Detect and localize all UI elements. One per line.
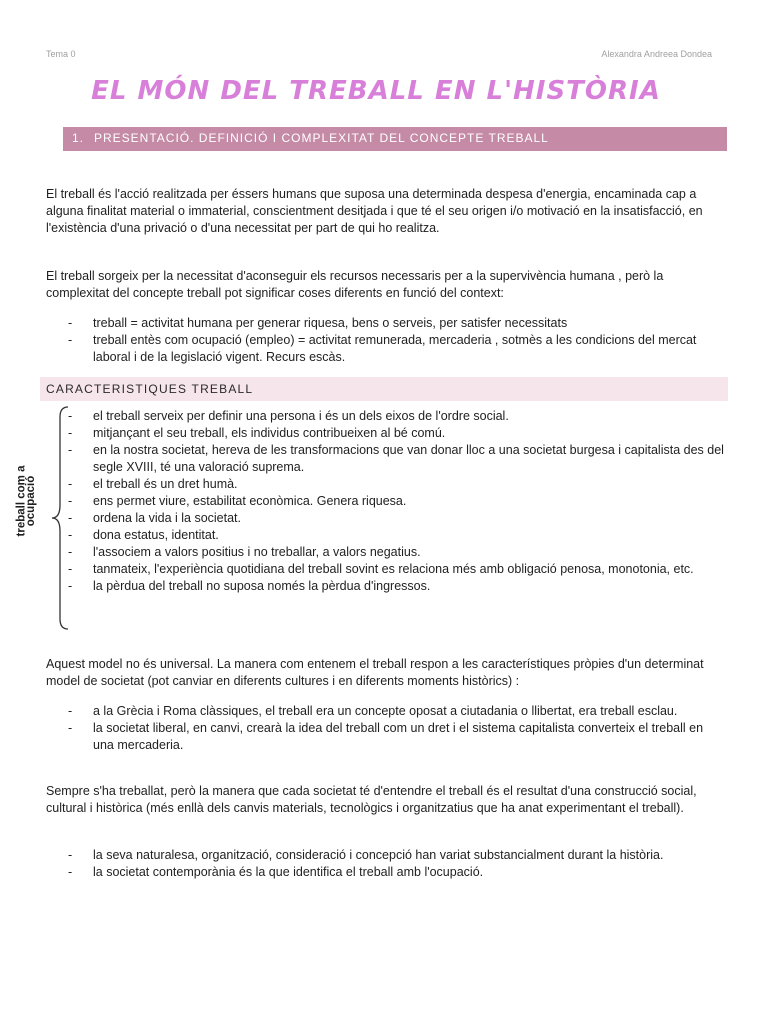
page-title: EL MÓN DEL TREBALL EN L'HISTÒRIA xyxy=(91,76,661,106)
subsection-heading: CARACTERISTIQUES TREBALL xyxy=(40,377,728,401)
side-label-line1: treball com a xyxy=(15,465,28,537)
paragraph-complexity: El treball sorgeix per la necessitat d'aconseguir els recursos necessaris per a la supervivència humana , però la complexitat del concepte treball pot significar coses diferents en funció del context: xyxy=(46,269,664,300)
list-item: - la societat contemporània és la que identifica el treball amb l'ocupació. xyxy=(64,864,724,881)
list-meanings xyxy=(64,315,724,366)
list-item: - el treball és un dret humà. xyxy=(64,476,724,493)
list-item: - la pèrdua del treball no suposa només la pèrdua d'ingressos. xyxy=(64,578,724,595)
list-item: - mitjançant el seu treball, els individus contribueixen al bé comú. xyxy=(64,425,724,442)
side-label-line2: ocupació xyxy=(25,475,38,527)
list-item: - ens permet viure, estabilitat econòmica. Genera riquesa. xyxy=(64,493,724,510)
list-item: - dona estatus, identitat. xyxy=(64,527,724,544)
paragraph-model: Aquest model no és universal. La manera com entenem el treball respon a les característiques pròpies d'un determinat model de societat (pot canviar en diferents cultures i en diferents moments històrics) : xyxy=(46,657,704,688)
list-history xyxy=(64,703,724,754)
list-item: - ordena la vida i la societat. xyxy=(64,510,724,527)
list-item: - treball entès com ocupació (empleo) = activitat remunerada, mercaderia , sotmès a les condicions del mercat laboral i de la legislació vigent. Recurs escàs. xyxy=(64,332,724,366)
list-item: - a la Grècia i Roma clàssiques, el treball era un concepte oposat a ciutadania o llibertat, era treball esclau. xyxy=(64,703,724,720)
section-number: 1. xyxy=(72,131,85,145)
list-item: - la societat liberal, en canvi, crearà la idea del treball com un dret i el sistema capitalista converteix el treball en una mercaderia. xyxy=(64,720,724,754)
list-characteristics xyxy=(64,408,724,595)
list-item: - l'associem a valors positius i no treballar, a valors negatius. xyxy=(64,544,724,561)
list-item: - treball = activitat humana per generar riquesa, bens o serveis, per satisfer necessitats xyxy=(64,315,724,332)
section-heading xyxy=(63,127,727,151)
list-item: - el treball serveix per definir una persona i és un dels eixos de l'ordre social. xyxy=(64,408,724,425)
paragraph-construction: Sempre s'ha treballat, però la manera que cada societat té d'entendre el treball és el resultat d'una construcció social, cultural i històrica (més enllà dels canvis materials, tecnològics i organitzatius que ha anat experimentant el treball). xyxy=(46,784,697,815)
side-label xyxy=(10,461,50,546)
list-item: - tanmateix, l'experiència quotidiana del treball sovint es relaciona més amb obligació penosa, monotonia, etc. xyxy=(64,561,724,578)
list-contemporary xyxy=(64,847,724,881)
paragraph-definition: El treball és l'acció realitzada per éssers humans que suposa una determinada despesa d'energia, encaminada cap a alguna finalitat material o immaterial, conscientment desitjada i que té el seu origen i/o motivació en la insatisfacció, en l'existència d'una privació o d'una necessitat per part de qui ho realitza. xyxy=(46,187,703,235)
header-topic: Tema 0 xyxy=(46,49,76,59)
list-item: - la seva naturalesa, organització, consideració i concepció han variat substancialment durant la història. xyxy=(64,847,724,864)
section-title: PRESENTACIÓ. DEFINICIÓ I COMPLEXITAT DEL CONCEPTE TREBALL xyxy=(94,131,549,145)
header-author: Alexandra Andreea Dondea xyxy=(601,49,712,59)
list-item: - en la nostra societat, hereva de les transformacions que van donar lloc a una societat burgesa i capitalista des del segle XVIII, té una valoració suprema. xyxy=(64,442,724,476)
